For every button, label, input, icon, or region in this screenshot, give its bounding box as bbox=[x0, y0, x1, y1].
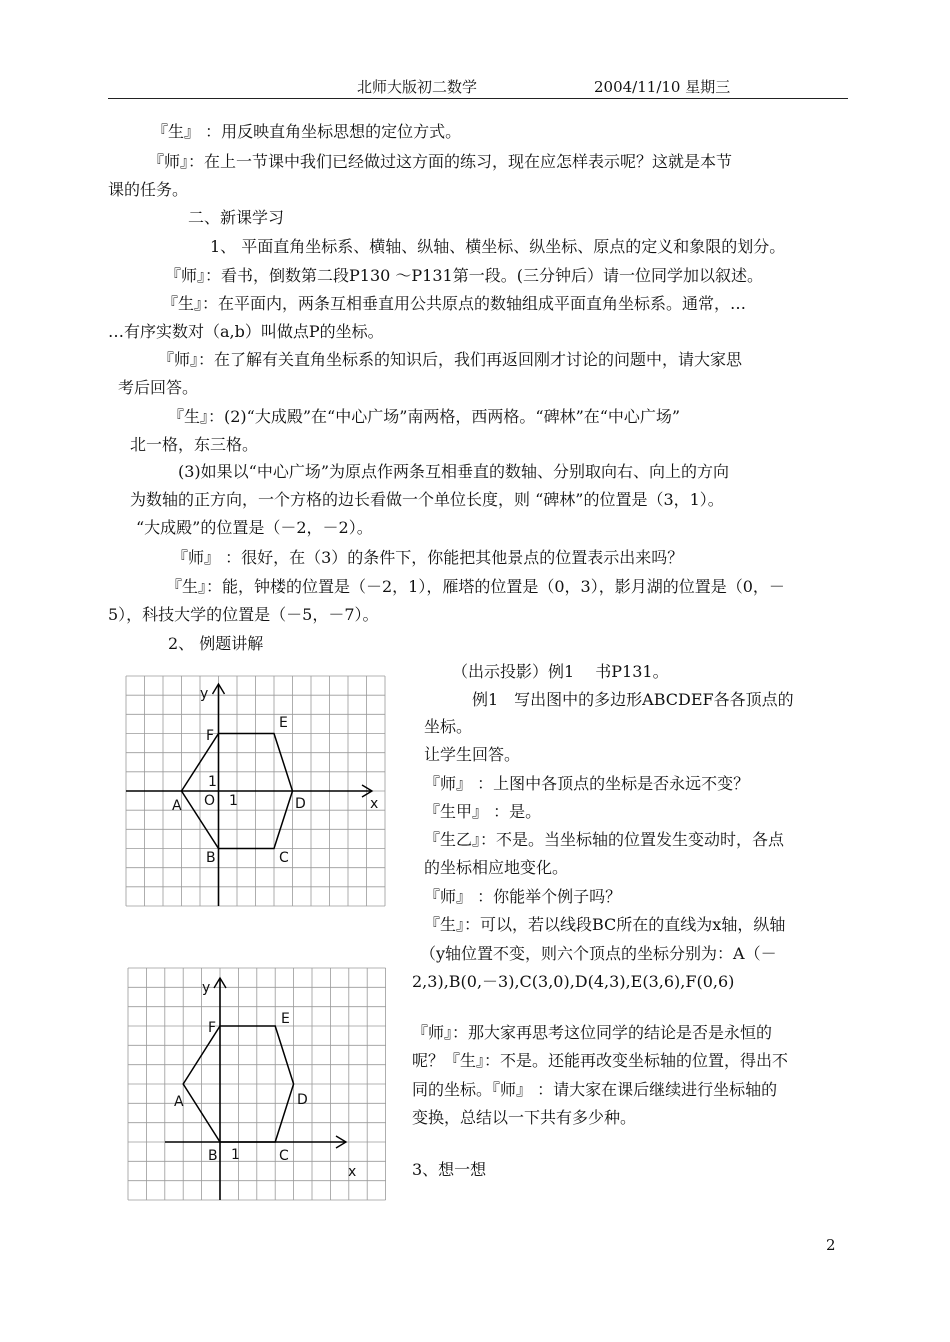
section-heading: 3、想一想 bbox=[412, 1160, 487, 1179]
text-line: 例1 写出图中的多边形ABCDEF各各顶点的 bbox=[472, 690, 794, 709]
text-line: 课的任务。 bbox=[108, 180, 189, 199]
text-line: 让学生回答。 bbox=[424, 745, 521, 764]
point-label-d-1: D bbox=[295, 796, 306, 812]
header-rule bbox=[108, 98, 848, 99]
text-line: 为数轴的正方向，一个方格的边长看做一个单位长度，则 “碑林”的位置是（3，1）。 bbox=[130, 490, 724, 509]
text-line: （出示投影）例1 书P131。 bbox=[452, 662, 669, 681]
text-line: 『生』：可以，若以线段BC所在的直线为x轴，纵轴 bbox=[424, 915, 786, 934]
point-label-e-2: E bbox=[281, 1011, 290, 1027]
page-number: 2 bbox=[826, 1236, 836, 1254]
text-line: 『师』：看书，倒数第二段P130 ～P131第一段。(三分钟后）请一位同学加以叙述。 bbox=[165, 266, 763, 285]
point-label-c-2: C bbox=[279, 1148, 289, 1164]
text-line: …有序实数对（a,b）叫做点P的坐标。 bbox=[108, 322, 384, 341]
text-line: 『师』 ：你能举个例子吗？ bbox=[424, 887, 622, 906]
text-line: 『生』：在平面内，两条互相垂直用公共原点的数轴组成平面直角坐标系。通常，… bbox=[162, 294, 747, 313]
point-label-a-2: A bbox=[174, 1094, 184, 1110]
text-line: “大成殿”的位置是（－2，－2）。 bbox=[136, 518, 373, 537]
text-line: 『师』：在了解有关直角坐标系的知识后，我们再返回刚才讨论的问题中，请大家思 bbox=[158, 350, 743, 369]
text-line: 的坐标相应地变化。 bbox=[424, 858, 569, 877]
text-line: 『师』：在上一节课中我们已经做过这方面的练习，现在应怎样表示呢？这就是本节 bbox=[148, 152, 733, 171]
text-line: 『生』 ：用反映直角坐标思想的定位方式。 bbox=[152, 122, 462, 141]
text-line: 1、 平面直角坐标系、横轴、纵轴、横坐标、纵坐标、原点的定义和象限的划分。 bbox=[210, 237, 786, 256]
coordinate-figure-1 bbox=[120, 674, 392, 908]
text-line: 5），科技大学的位置是（－5，－7）。 bbox=[108, 605, 379, 624]
unit-x-label-2: 1 bbox=[231, 1147, 240, 1163]
text-line: 2,3),B(0,－3),C(3,0),D(4,3),E(3,6),F(0,6) bbox=[412, 972, 735, 991]
y-axis-label-1: y bbox=[200, 686, 209, 702]
text-line: 『生』：能，钟楼的位置是（－2，1），雁塔的位置是（0，3），影月湖的位置是（0，－ bbox=[166, 577, 785, 596]
grid-2 bbox=[128, 968, 386, 1200]
text-line: (3)如果以“中心广场”为原点作两条互相垂直的数轴、分别取向右、向上的方向 bbox=[178, 462, 730, 481]
point-label-d-2: D bbox=[297, 1092, 308, 1108]
text-line: 北一格，东三格。 bbox=[130, 435, 259, 454]
text-line: 『生』：(2)“大成殿”在“中心广场”南两格，西两格。“碑林”在“中心广场” bbox=[168, 407, 681, 426]
text-line: 同的坐标。『师』 ：请大家在课后继续进行坐标轴的 bbox=[412, 1080, 778, 1099]
section-heading: 2、 例题讲解 bbox=[168, 634, 264, 653]
text-line: 呢？『生』：不是。还能再改变坐标轴的位置，得出不 bbox=[412, 1051, 789, 1070]
text-line: 『生乙』：不是。当坐标轴的位置发生变动时，各点 bbox=[424, 830, 785, 849]
coordinate-figure-2 bbox=[122, 964, 390, 1204]
unit-y-label-1: 1 bbox=[208, 774, 217, 790]
unit-x-label-1: 1 bbox=[229, 793, 238, 809]
text-line: 『生甲』 ：是。 bbox=[424, 802, 542, 821]
point-label-f-1: F bbox=[206, 728, 215, 744]
point-label-f-2: F bbox=[208, 1020, 217, 1036]
header-date: 2004/11/10 星期三 bbox=[594, 78, 731, 96]
point-label-b-2: B bbox=[208, 1148, 218, 1164]
header-title: 北师大版初二数学 bbox=[357, 78, 478, 96]
x-axis-label-2: x bbox=[348, 1164, 357, 1180]
point-label-a-1: A bbox=[172, 798, 182, 814]
point-label-e-1: E bbox=[279, 715, 288, 731]
text-line: 『师』 ：上图中各顶点的坐标是否永远不变？ bbox=[424, 774, 750, 793]
section-heading: 二、新课学习 bbox=[188, 208, 285, 227]
text-line: （y轴位置不变，则六个顶点的坐标分别为：A（－ bbox=[420, 944, 777, 963]
text-line: 变换，总结以一下共有多少种。 bbox=[412, 1108, 637, 1127]
point-label-c-1: C bbox=[279, 850, 289, 866]
point-label-b-1: B bbox=[206, 850, 216, 866]
text-line: 考后回答。 bbox=[118, 378, 199, 397]
text-line: 『师』：那大家再思考这位同学的结论是否是永恒的 bbox=[412, 1023, 773, 1042]
x-axis-label-1: x bbox=[370, 796, 379, 812]
origin-label-1: O bbox=[204, 793, 216, 809]
text-line: 『师』 ：很好，在（3）的条件下，你能把其他景点的位置表示出来吗？ bbox=[172, 548, 684, 567]
y-axis-label-2: y bbox=[202, 980, 211, 996]
text-line: 坐标。 bbox=[424, 717, 473, 736]
